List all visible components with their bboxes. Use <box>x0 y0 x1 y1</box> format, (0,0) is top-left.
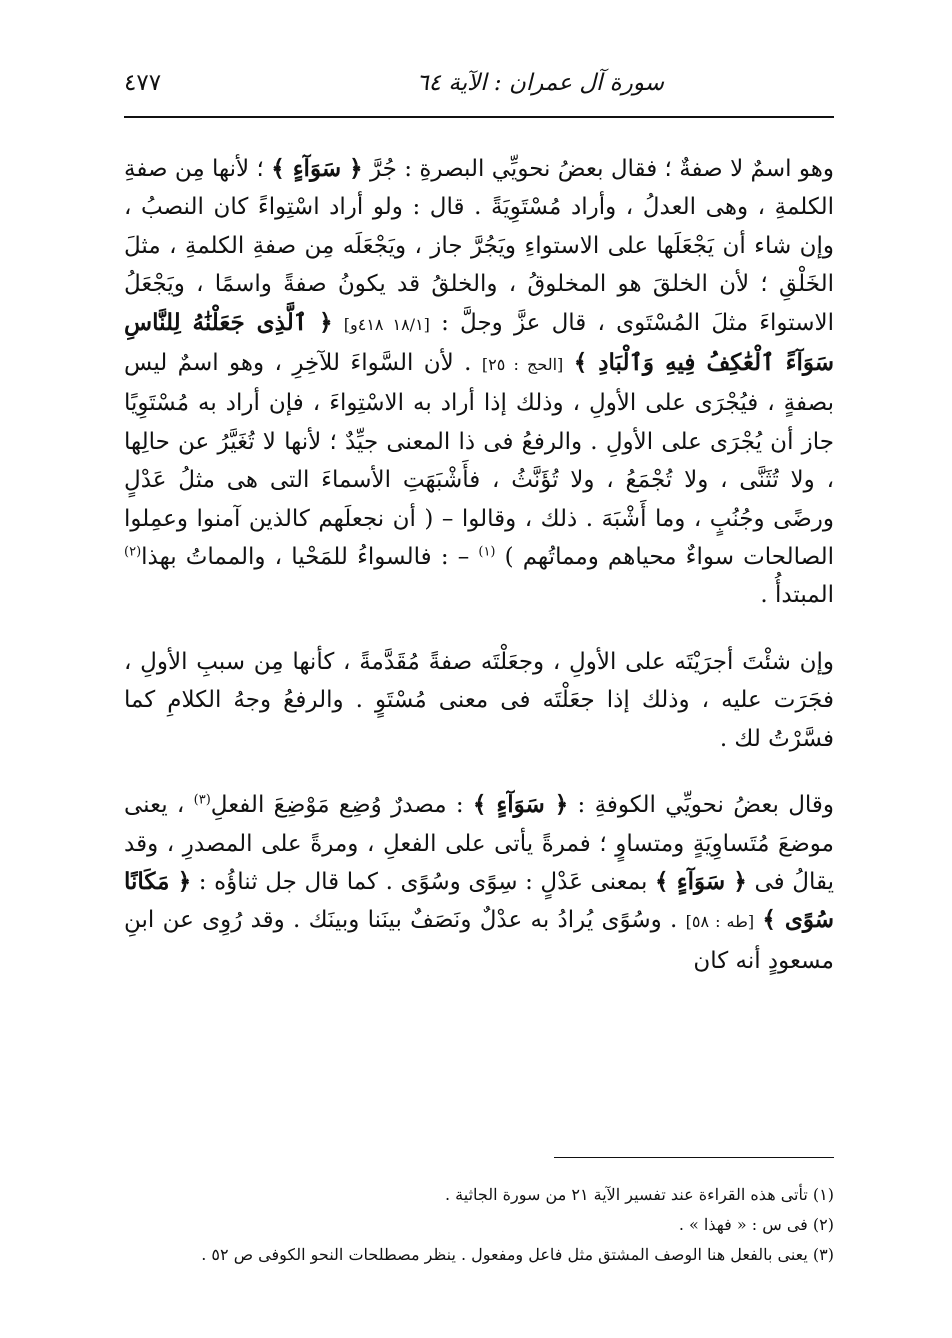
text-run <box>563 350 573 376</box>
running-title: سورة آل عمران : الآية ٦٤ <box>416 70 664 96</box>
quran-quote: ﴿ سَوَآءٍ ﴾ <box>271 155 363 182</box>
text-run: بمعنى عَدْلٍ : سِوًى وسُوًى . كما قال جل ثناؤُه : <box>191 868 656 895</box>
paragraph <box>124 150 834 615</box>
header-rule <box>124 116 834 118</box>
footnote-ref: (١) <box>478 544 496 560</box>
footnote-2: (٢) فى س : « فهذا » . <box>678 1215 834 1234</box>
text-run: وقال بعضُ نحويِّي الكوفةِ : <box>568 792 835 819</box>
citation: [١٨/١ ٤١٨و] <box>343 314 430 334</box>
quran-quote: ﴿ سَوَآءٍ ﴾ <box>472 791 569 819</box>
main-text <box>124 150 834 980</box>
footnotes <box>124 1180 834 1270</box>
footnote-rule <box>554 1157 834 1158</box>
citation: [الحج : ٢٥] <box>481 355 564 375</box>
citation: [طه : ٥٨] <box>685 912 755 932</box>
page-number: ٤٧٧ <box>124 70 162 96</box>
text-run: وإن شئْتَ أجرَيْتَه على الأولِ ، وجعَلْتَه صفةً مُقَدَّمةً ، كأنها مِن سببِ الأولِ ، فجَرَت عليه ، وذلك إذا جعَلْتَه فى معنى مُسْتَوٍ . والرفعُ وجهُ الكلامِ كما فسَّرْتُ لك . <box>124 648 834 752</box>
text-run: ؛ لأنها مِن صفةِ الكلمةِ ، وهى العدلُ ، وأراد مُسْتَوِيَةً . قال : ولو أراد اسْتِواءً كان النصبُ ، وإن شاء أن يَجْعَلَها على الاستواءِ ويَجُرَّ جاز ، ويَجْعَلَه مِن صفةِ الكلمةِ ، مثلَ الخَلْقِ ؛ لأن الخلقَ هو المخلوقُ ، والخلقُ قد يكونُ صفةً واسمًا ، ويَجْعَلُ الاستواءَ مثلَ المُسْتَوى ، قال عزَّ وجلَّ : <box>124 156 835 336</box>
text-run: . وسُوًى يُرادُ به عدْلٌ ونَصَفٌ بينَنا وبينَك . وقد رُوِى عن ابنِ مسعودٍ أنه كان <box>124 907 834 974</box>
text-run: . لأن السَّواءَ للآخِرِ ، وهو اسمٌ ليس بصفةٍ ، فيُجْرَى على الأولِ ، وذلك إذا أراد به الاسْتِواءَ ، فإن أراد به مُسْتَوِيًا جاز أن يُجْرَى على الأولِ . والرفعُ فى ذا المعنى جيِّدٌ ؛ لأنها لا تُغَيَّرُ عن حالِها ، ولا تُثَنَّى ، ولا تُجْمَعُ ، ولا تُؤَنَّثُ ، فأَشْبَهَتِ الأسماءَ التى هى مثلُ عَدْلٍ ورضًى وجُنُبٍ ، وما أَشْبَهَ . ذلك ، وقالوا – ( أن نجعلَهم كالذين آمنوا وعمِلوا الصالحات سواءٌ محياهم ومماتُهم ) <box>124 350 834 571</box>
footnote-1: (١) تأتى هذه القراءة عند تفسير الآية ٢١ من سورة الجاثية . <box>445 1185 834 1204</box>
text-run: : مصدرٌ وُضِع مَوْضِعَ الفعلِ <box>210 792 473 819</box>
paragraph <box>124 643 834 758</box>
paragraph <box>124 786 834 980</box>
quran-quote: ﴿ سَوَآءٍ ﴾ <box>655 867 747 895</box>
page-header <box>124 68 834 108</box>
footnote-ref: (٣) <box>193 792 211 808</box>
footnote-3: (٣) يعنى بالفعل هنا الوصف المشتق مثل فاعل ومفعول . ينظر مصطلحات النحو الكوفى ص ٥٢ . <box>201 1245 834 1264</box>
text-run: ، يعنى موضعَ مُتَساوِيَةٍ ومتساوٍ ؛ فمرةً يأتى على الفعلِ ، ومرةً على المصدرِ ، وقد يقالُ فى <box>124 792 835 895</box>
text-run: – : فالسواءُ للمَحْيا ، والمماتُ بهذا <box>141 544 479 571</box>
text-run <box>333 310 344 336</box>
footnote-ref: (٢) <box>124 544 142 560</box>
text-run: وهو اسمٌ لا صفةٌ ؛ فقال بعضُ نحويِّي البصرةِ : جُرَّ <box>362 156 834 182</box>
quran-quote: ﴿ ٱلَّذِى جَعَلْنَٰهُ لِلنَّاسِ سَوَآءً ٱلْعَٰكِفُ فِيهِ وَٱلْبَادِ ﴾ <box>124 308 835 377</box>
quran-quote: ﴿ مَكَانًا سُوًى ﴾ <box>124 867 834 934</box>
text-run: المبتدأُ . <box>760 582 834 609</box>
